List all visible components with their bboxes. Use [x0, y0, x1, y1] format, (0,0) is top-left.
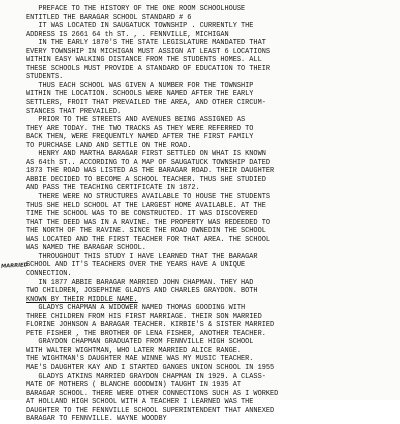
text-line: THESE SCHOOLS MUST PROVIDE A STANDARD OF EDUCATION TO THEIR	[26, 64, 270, 73]
text-line: THEY ARE TODAY. THE TWO TRACKS AS THEY WERE REFERRED TO	[26, 124, 254, 133]
text-line: IT WAS LOCATED IN SAUGATUCK TOWNSHIP . CURRENTLY THE	[26, 22, 254, 31]
text-line: PREFACE TO THE HISTORY OF THE ONE ROOM SCHOOLHOUSE	[26, 5, 246, 13]
text-line: STUDENTS.	[26, 73, 64, 82]
text-line: ADDRESS IS 2661 64 th ST. , . FENNVILLE, MICHIGAN	[26, 30, 229, 39]
text-line: SETTLERS, FROIT THAT PREVAILED THE AREA, AND OTHER CIRCUM-	[26, 99, 266, 108]
text-line: EVERY TOWNSHIP IN MICHIGAN MUST ASSIGN AT LEAST 6 LOCATIONS	[26, 47, 270, 56]
text-line: 1873 THE ROAD WAS LISTED AS THE BARAGAR ROAD. THEIR DAUGHTER	[26, 167, 275, 176]
text-line: WITH WALTER WIGHTMAN, WHO LATER MARRIED ALICE RANGE.	[26, 346, 242, 355]
text-line: THE NORTH OF THE RAVINE. SINCE THE ROAD OWNEDIN THE SCHOOL	[26, 227, 266, 236]
text-line: SCHOOL AND IT'S TEACHERS OVER THE YEARS HAVE A UNIQUE	[26, 261, 246, 270]
text-line: THE WIGHTMAN'S DAUGHTER MAE WINNE WAS MY MUSIC TEACHER.	[26, 355, 254, 364]
text-line: STANCES THAT PREVAILED.	[26, 107, 122, 116]
text-line: TWO CHILDREN, JOSEPHINE GLADYS AND CHARLES GRAYDON. BOTH	[26, 287, 258, 296]
text-line: ENTITLED THE BARAGAR SCHOOL STANDARD # 6	[26, 13, 192, 22]
text-line: MATE OF MOTHERS ( BLANCHE GOODWIN) TAUGHT IN 1935 AT	[26, 381, 242, 390]
text-line: AT HOLLAND HIGH SCHOOL WITH A TEACHER I LEARNED WAS THE	[26, 398, 254, 407]
text-line: GRAYDON CHAPMAN GRADUATED FROM FENNVILLE HIGH SCHOOL	[26, 338, 254, 347]
text-line: THAT THE DEED WAS IN A RAVINE. THE PROPERTY WAS REDEEDED TO	[26, 218, 270, 227]
text-line: AND PASS THE TEACHING CERTIFICATE IN 1872.	[26, 184, 200, 193]
text-line: KNOWN BY THEIR MIDDLE NAME.	[26, 295, 138, 304]
text-line: PETE FISHER , THE BROTHER OF LENA FISHER, ANOTHER TEACHER.	[26, 329, 266, 338]
text-line: IN 1877 ABBIE BARAGAR MARRIED JOHN CHAPMAN. THEY HAD	[26, 278, 254, 287]
text-line: WITHIN THE LOCATION. SCHOOLS WERE NAMED AFTER THE EARLY	[26, 90, 254, 99]
text-line: PRIOR TO THE STREETS AND AVENUES BEING ASSIGNED AS	[26, 116, 246, 125]
text-line: TIME THE SCHOOL WAS TO BE CONSTRUCTED. IT WAS DISCOVERED	[26, 210, 258, 219]
text-line: HENRY AND MARTHA BARAGAR FIRST SETTLED ON WHAT IS KNOWN	[26, 150, 266, 159]
text-line: FLORINE JOHNSON A BARAGAR TEACHER. KIRBIE'S & SISTER MARRIED	[26, 321, 275, 330]
text-line: GLADYS CHAPMAN A WIDOWER NAMED THOMAS GOODING WITH	[26, 304, 246, 313]
text-line: IN THE EARLY 1870'S THE STATE LEGISLATURE MANDATED THAT	[26, 39, 266, 48]
text-line: ABBIE DECIDED TO BECOME A SCHOOL TEACHER. THUS SHE STUDIED	[26, 175, 266, 184]
typed-text-block	[26, 5, 398, 424]
text-line: THERE WERE NO STRUCTURES AVAILABLE TO HOUSE THE STUDENTS	[26, 193, 270, 202]
text-line: BARAGAR TO FENNVILLE. WAYNE WOODBY	[26, 415, 167, 424]
text-line: GLADYS ATKINS MARRIED GRAYDON CHAPMAN IN 1929. A CLASS-	[26, 372, 266, 381]
handwritten-margin-note: MARRIED	[0, 262, 29, 270]
text-line: THROUGHOUT THIS STUDY I HAVE LEARNED THAT THE BARAGAR	[26, 252, 258, 261]
text-line: CONNECTION.	[26, 269, 72, 278]
text-line: WAS LOCATED AND THE FIRST TEACHER FOR THAT AREA. THE SCHOOL	[26, 235, 270, 244]
text-line: WITHIN EASY WALKING DISTANCE FROM THE STUDENTS HOMES. ALL	[26, 56, 262, 65]
text-line: WAS NAMED THE BARAGAR SCHOOL.	[26, 244, 146, 253]
text-line: MAE'S DAUGHTER KAY AND I STARTED GANGES UNION SCHOOL IN 1955	[26, 363, 275, 372]
text-line: AS 64th ST.. ACCORDING TO A MAP OF SAUGATUCK TOWNSHIP DATED	[26, 158, 270, 167]
text-line: THREE CHILDREN FROM HIS FIRST MARRIAGE. THEIR SON MARRIED	[26, 312, 262, 321]
text-line: THUS SHE HELD SCHOOL AT THE LARGEST HOME AVAILABLE. AT THE	[26, 201, 266, 210]
text-line: TO PURCHASE LAND AND SETTLE ON THE ROAD.	[26, 141, 192, 150]
text-line: THUS EACH SCHOOL WAS GIVEN A NUMBER FOR THE TOWNSHIP	[26, 81, 254, 90]
text-line: DAUGHTER TO THE FENNVILLE SCHOOL SUPERINTENDENT THAT ANNEXED	[26, 406, 275, 415]
text-line: BACK THEN, WERE FREQUENTLY NAMED AFTER THE FIRST FAMILY	[26, 133, 254, 142]
text-line: BARAGAR SCHOOL. THERE WERE OTHER CONNECTIONS SUCH AS I WORKED	[26, 389, 279, 398]
